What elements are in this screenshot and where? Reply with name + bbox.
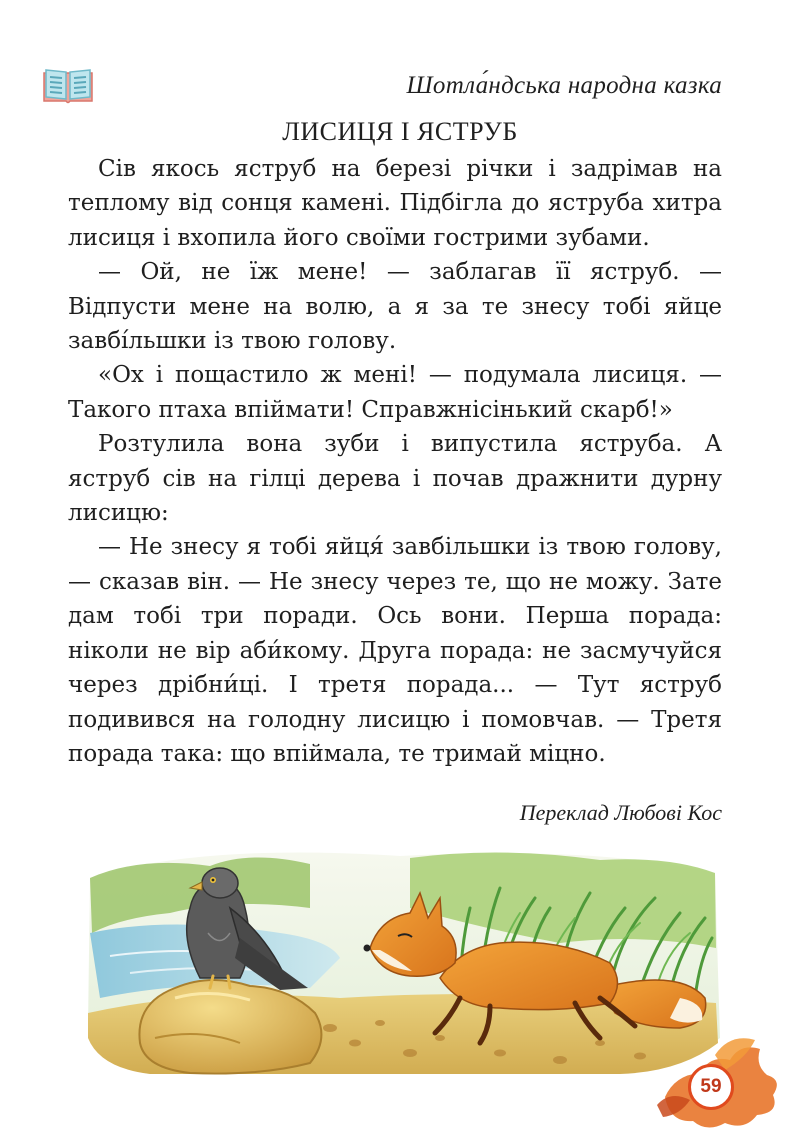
story-paragraph: Розтулила вона зуби і випустила яструба. А яструб сів на гілці дерева і почав дражнити дурну лисицю: [68,431,722,527]
translator-credit: Переклад Любові Кос [519,800,722,825]
story-title: ЛИСИЦЯ І ЯСТРУБ [282,117,518,146]
story-paragraph: — Не знесу я тобі яйця́ завбільшки із твою голову, — сказав він. — Не знесу через те, що не можу. Зате дам тобі три поради. Ось вони. Перша порада: ніколи не вір аби́кому. Друга порада: не засмучуйся через дрібни́ці. І третя порада... — Тут яструб подивився на голодну лисицю і помовчав. — Третя порада така: що впіймала, те тримай міцно. [68,534,722,767]
open-book-icon [42,67,94,105]
story-body [68,152,722,771]
hawk-and-fox-illustration [80,838,720,1078]
story-paragraph: — Ой, не їж мене! — заблагав її яструб. — Відпусти мене на волю, а я за те знесу тобі яйце завбі́льшки із твою голову. [68,259,722,355]
story-paragraph: Сів якось яструб на березі річки і задрімав на теплому від сонця камені. Підбігла до яструба хитра лисиця і вхопила його своїми гострими зубами. [68,156,722,251]
page-number: 59 [688,1064,734,1110]
page-number-badge [655,1035,785,1135]
story-genre: Шотла́ндська народна казка [406,72,722,99]
story-paragraph: «Ох і пощастило ж мені! — подумала лисиця. — Такого птаха впіймати! Справжнісінький скарб!» [68,362,722,423]
